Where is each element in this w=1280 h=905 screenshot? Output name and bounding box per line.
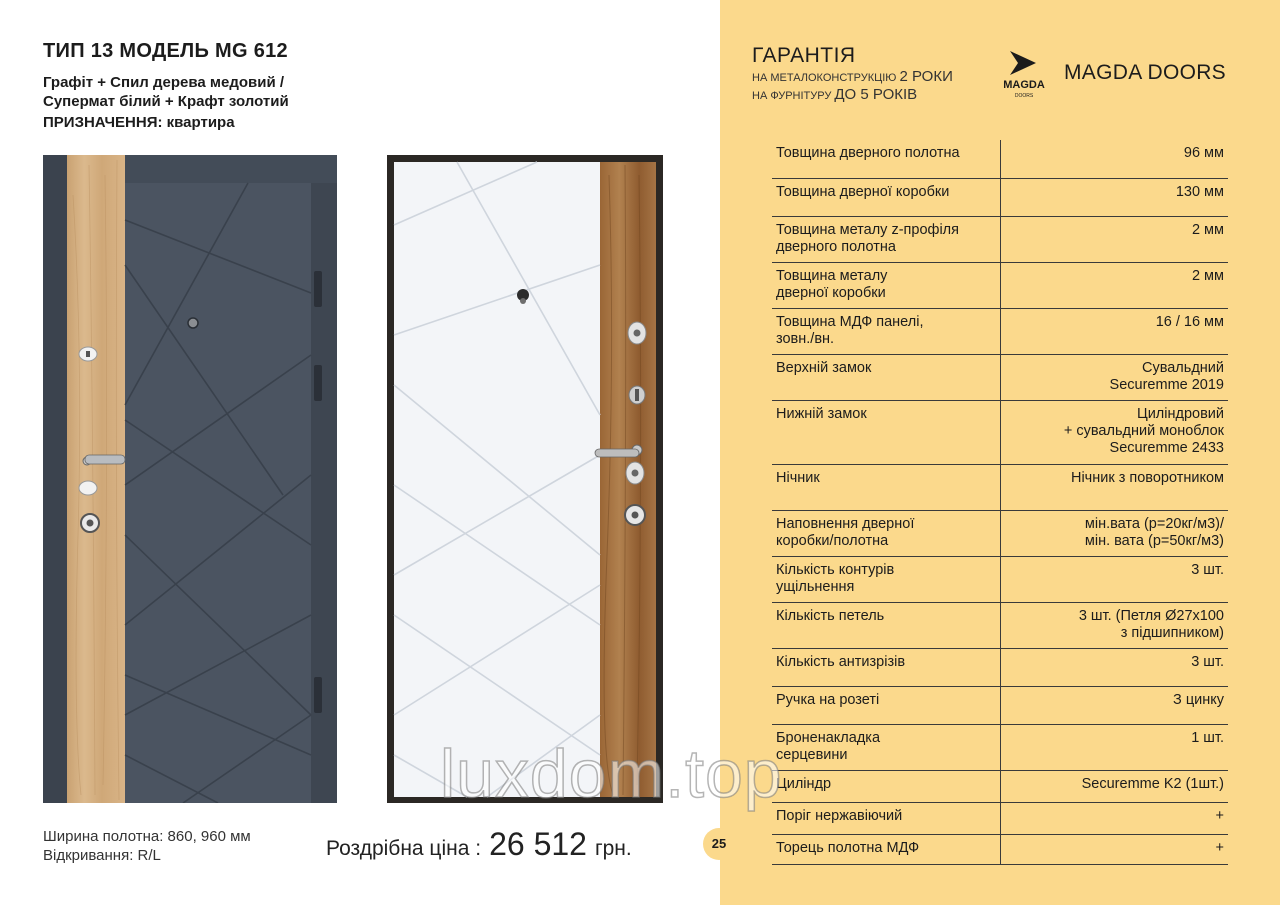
spec-value <box>1000 602 1228 648</box>
door-opening: Відкривання: R/L <box>43 847 161 864</box>
spec-value <box>1000 556 1228 602</box>
spec-value-line: 2 мм <box>1191 267 1224 284</box>
spec-label-line: Броненакладка <box>776 729 881 746</box>
spec-label-line: Товщина дверного полотна <box>776 145 960 161</box>
spec-label <box>772 556 1000 602</box>
spec-label <box>772 464 1000 510</box>
spec-label <box>772 770 1000 802</box>
spec-label-line: Торець полотна МДФ <box>776 839 920 856</box>
spec-value-line: + <box>1215 839 1224 856</box>
spec-row <box>772 510 1228 556</box>
spec-label-line: Нічник <box>776 469 820 486</box>
spec-value-line: 2 мм <box>1191 221 1224 238</box>
warranty-fittings-value: ДО 5 РОКІВ <box>834 86 918 103</box>
spec-value <box>1000 400 1228 464</box>
spec-label-line: Наповнення дверної <box>776 515 915 532</box>
spec-value <box>1000 308 1228 354</box>
spec-label-line: серцевини <box>776 746 848 763</box>
spec-label-line: Циліндр <box>776 775 832 792</box>
lock-upper-icon <box>79 347 97 361</box>
product-title: ТИП 13 МОДЕЛЬ MG 612 <box>43 40 288 62</box>
spec-row <box>772 834 1228 864</box>
spec-label <box>772 686 1000 724</box>
spec-value <box>1000 140 1228 178</box>
spec-row <box>772 802 1228 834</box>
spec-value-line: Сувальдний <box>1141 359 1224 376</box>
spec-value <box>1000 770 1228 802</box>
spec-label-line: Кількість контурів <box>776 561 895 578</box>
finish-line-2: Супермат білий + Крафт золотий <box>43 93 289 110</box>
spec-row <box>772 556 1228 602</box>
spec-row <box>772 178 1228 216</box>
spec-value-line: 3 шт. <box>1191 653 1224 670</box>
spec-value-line: мін.вата (р=20кг/м3)/ <box>1084 515 1224 532</box>
warranty-line-1 <box>752 68 953 85</box>
spec-label-line: Кількість петель <box>776 607 885 624</box>
lock-upper-icon <box>628 322 646 344</box>
spec-row <box>772 216 1228 262</box>
logo-subtext: DOORS <box>1014 93 1034 99</box>
spec-row <box>772 602 1228 648</box>
spec-value-line: 130 мм <box>1175 183 1224 200</box>
spec-label <box>772 648 1000 686</box>
peephole-icon <box>188 318 198 328</box>
night-latch-icon <box>629 386 645 404</box>
brand-name: MAGDA DOORS <box>1064 61 1226 84</box>
watermark: luxdom.top <box>440 736 783 812</box>
spec-label <box>772 834 1000 864</box>
door-dimensions <box>43 827 251 865</box>
spec-value-line: З цинку <box>1173 691 1224 708</box>
spec-row <box>772 354 1228 400</box>
spec-value-line: з підшипником) <box>1120 624 1224 641</box>
spec-value <box>1000 354 1228 400</box>
spec-value <box>1000 178 1228 216</box>
spec-label <box>772 724 1000 770</box>
spec-row <box>772 262 1228 308</box>
spec-label <box>772 602 1000 648</box>
warranty-line-2 <box>752 86 917 103</box>
spec-row <box>772 770 1228 802</box>
spec-label-line: коробки/полотна <box>776 532 889 549</box>
warranty-frame-text: НА МЕТАЛОКОНСТРУКЦІЮ <box>752 72 897 84</box>
spec-label-line: Товщина металу z-профіля <box>776 221 959 238</box>
spec-value-line: мін. вата (р=50кг/м3) <box>1084 532 1224 549</box>
price-value: 26 512 <box>489 826 587 862</box>
spec-label <box>772 510 1000 556</box>
spec-value-line: Циліндровий <box>1136 405 1224 422</box>
warranty-title: ГАРАНТІЯ <box>752 44 856 67</box>
graphite-panel <box>125 183 311 803</box>
spec-label-line: Поріг нержавіючий <box>776 807 903 824</box>
door-width: Ширина полотна: 860, 960 мм <box>43 828 251 845</box>
spec-value-line: 1 шт. <box>1191 729 1224 746</box>
spec-value-line: 96 мм <box>1183 145 1224 161</box>
spec-value-line: + <box>1215 807 1224 824</box>
spec-row <box>772 648 1228 686</box>
spec-value <box>1000 510 1228 556</box>
spec-row <box>772 308 1228 354</box>
spec-label-line: Верхній замок <box>776 359 872 376</box>
spec-label-line: Кількість антизрізів <box>776 653 906 670</box>
page-number: 25 <box>703 828 735 860</box>
door-handle-icon <box>83 455 125 465</box>
spec-value <box>1000 216 1228 262</box>
spec-label <box>772 400 1000 464</box>
spec-value-line: + сувальдний моноблок <box>1063 422 1224 439</box>
logo-text: MAGDA <box>1003 79 1045 91</box>
warranty-fittings-text: НА ФУРНІТУРУ <box>752 90 832 102</box>
product-purpose: ПРИЗНАЧЕННЯ: квартира <box>43 114 235 131</box>
price-block <box>326 826 632 863</box>
spec-row <box>772 724 1228 770</box>
spec-value <box>1000 464 1228 510</box>
spec-label-line: Ручка на розеті <box>776 691 880 708</box>
spec-value-line: 3 шт. <box>1191 561 1224 578</box>
spec-label-line: дверного полотна <box>776 238 896 255</box>
spec-value <box>1000 834 1228 864</box>
specs-table <box>772 140 1228 865</box>
spec-row <box>772 140 1228 178</box>
spec-row <box>772 686 1228 724</box>
white-panel <box>394 162 600 797</box>
spec-value-line: 3 шт. (Петля Ø27х100 <box>1078 607 1224 624</box>
spec-value-line: Нічник з поворотником <box>1070 469 1224 486</box>
spec-label-line: Товщина МДФ панелі, <box>776 313 924 330</box>
frame-left <box>43 155 67 803</box>
price-label: Роздрібна ціна : <box>326 837 482 860</box>
spec-row <box>772 464 1228 510</box>
spec-value <box>1000 686 1228 724</box>
spec-label <box>772 354 1000 400</box>
logo-arrow-icon <box>1010 51 1036 75</box>
spec-label <box>772 140 1000 178</box>
spec-label-line: Нижній замок <box>776 405 867 422</box>
spec-value <box>1000 802 1228 834</box>
spec-label-line: зовн./вн. <box>776 330 835 347</box>
spec-label <box>772 802 1000 834</box>
spec-label <box>772 262 1000 308</box>
price-currency: грн. <box>594 837 632 860</box>
spec-label-line: Товщина металу <box>776 267 888 284</box>
product-finish <box>43 73 343 111</box>
spec-value-line: 16 / 16 мм <box>1155 313 1224 330</box>
door-interior-image <box>387 155 663 803</box>
finish-line-1: Графіт + Спил дерева медовий / <box>43 74 285 91</box>
spec-label-line: ущільнення <box>776 578 855 595</box>
door-exterior-image <box>43 155 337 803</box>
spec-value-line: Securemme K2 (1шт.) <box>1081 775 1224 792</box>
spec-label-line: Товщина дверної коробки <box>776 183 950 200</box>
spec-value-line: Securemme 2019 <box>1109 376 1224 393</box>
spec-label-line: дверної коробки <box>776 284 886 301</box>
spec-value <box>1000 648 1228 686</box>
magda-logo <box>994 48 1054 100</box>
spec-row <box>772 400 1228 464</box>
spec-label <box>772 216 1000 262</box>
spec-value-line: Securemme 2433 <box>1109 439 1224 456</box>
warranty-frame-value: 2 РОКИ <box>899 68 953 85</box>
spec-value <box>1000 262 1228 308</box>
spec-label <box>772 308 1000 354</box>
spec-value <box>1000 724 1228 770</box>
spec-label <box>772 178 1000 216</box>
